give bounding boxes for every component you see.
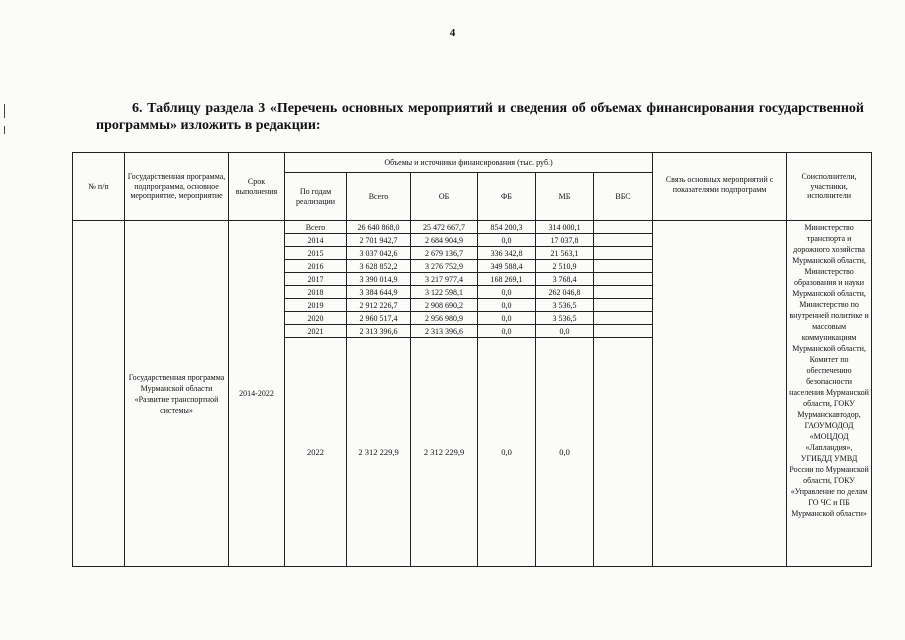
- cell-total: 3 628 852,2: [347, 260, 411, 273]
- cell-ob: 3 217 977,4: [411, 273, 478, 286]
- cell-vbs: [594, 312, 653, 325]
- cell-year: Всего: [285, 221, 347, 234]
- cell-ob: 2 312 229,9: [411, 338, 478, 567]
- cell-vbs: [594, 325, 653, 338]
- cell-fb: 349 588,4: [478, 260, 536, 273]
- header-ob: ОБ: [411, 173, 478, 221]
- cell-year: 2015: [285, 247, 347, 260]
- header-link: Связь основных мероприятий с показателями подпрограмм: [653, 153, 787, 221]
- cell-program-name: Государственная программа Мурманской области «Развитие транспортной системы»: [125, 221, 229, 567]
- cell-year: 2014: [285, 234, 347, 247]
- cell-num: [73, 221, 125, 567]
- cell-fb: 0,0: [478, 299, 536, 312]
- cell-total: 2 960 517,4: [347, 312, 411, 325]
- table-row: [73, 221, 872, 234]
- cell-mb: 3 536,5: [536, 312, 594, 325]
- header-fb: ФБ: [478, 173, 536, 221]
- cell-ob: 3 122 598,1: [411, 286, 478, 299]
- cell-ob: 3 276 752,9: [411, 260, 478, 273]
- cell-mb: 0,0: [536, 338, 594, 567]
- cell-ob: 2 684 904,9: [411, 234, 478, 247]
- cell-vbs: [594, 286, 653, 299]
- header-total: Всего: [347, 173, 411, 221]
- cell-total: 3 390 014,9: [347, 273, 411, 286]
- cell-year: 2019: [285, 299, 347, 312]
- cell-year: 2018: [285, 286, 347, 299]
- cell-year: 2021: [285, 325, 347, 338]
- program-table: [72, 152, 872, 567]
- cell-vbs: [594, 247, 653, 260]
- header-mb: МБ: [536, 173, 594, 221]
- cell-fb: 0,0: [478, 338, 536, 567]
- cell-year: 2022: [285, 338, 347, 567]
- cell-fb: 0,0: [478, 234, 536, 247]
- header-program: Государственная программа, подпрограмма, основное мероприятие, мероприятие: [125, 153, 229, 221]
- cell-fb: 854 200,3: [478, 221, 536, 234]
- cell-mb: 17 037,8: [536, 234, 594, 247]
- cell-fb: 0,0: [478, 286, 536, 299]
- cell-fb: 168 269,1: [478, 273, 536, 286]
- cell-total: 2 313 396,6: [347, 325, 411, 338]
- cell-link: [653, 221, 787, 567]
- cell-mb: 21 563,1: [536, 247, 594, 260]
- page-number: 4: [449, 27, 456, 39]
- cell-mb: 0,0: [536, 325, 594, 338]
- cell-ob: 2 908 690,2: [411, 299, 478, 312]
- cell-ob: 2 313 396,6: [411, 325, 478, 338]
- cell-total: 2 312 229,9: [347, 338, 411, 567]
- cell-ob: 2 956 980,9: [411, 312, 478, 325]
- cell-vbs: [594, 221, 653, 234]
- cell-mb: 2 510,9: [536, 260, 594, 273]
- cell-vbs: [594, 299, 653, 312]
- cell-ob: 25 472 667,7: [411, 221, 478, 234]
- cell-fb: 0,0: [478, 325, 536, 338]
- cell-vbs: [594, 273, 653, 286]
- intro-paragraph: 6. Таблицу раздела 3 «Перечень основных мероприятий и сведения об объемах финансирования государственной программы» изложить в редакции:: [96, 101, 864, 133]
- cell-mb: 262 046,8: [536, 286, 594, 299]
- header-num: № п/п: [73, 153, 125, 221]
- cell-mb: 3 768,4: [536, 273, 594, 286]
- header-funding-group: Объемы и источники финансирования (тыс. руб.): [285, 153, 653, 173]
- cell-total: 26 640 868,0: [347, 221, 411, 234]
- cell-vbs: [594, 338, 653, 567]
- margin-mark: [4, 104, 5, 118]
- cell-mb: 3 536,5: [536, 299, 594, 312]
- cell-vbs: [594, 260, 653, 273]
- cell-total: 2 701 942,7: [347, 234, 411, 247]
- cell-total: 3 384 644,9: [347, 286, 411, 299]
- cell-year: 2020: [285, 312, 347, 325]
- cell-fb: 0,0: [478, 312, 536, 325]
- cell-vbs: [594, 234, 653, 247]
- cell-ob: 2 679 136,7: [411, 247, 478, 260]
- cell-term: 2014-2022: [229, 221, 285, 567]
- cell-mb: 314 000,1: [536, 221, 594, 234]
- cell-coexecutors: Министерство транспорта и дорожного хозяйства Мурманской области, Министерство образования и науки Мурманской области, Министерство по внутренней политике и массовым коммуникациям Мурманской области, Комитет по обеспечению безопасности населения Мурманской области, ГОКУ Мурманскавтодор, ГАОУМОДОД «МОЦДОД «Лапландия», УГИБДД УМВД России по Мурманской области, ГОКУ «Управление по делам ГО ЧС и ПБ Мурманской области»: [787, 221, 872, 567]
- cell-total: 2 912 226,7: [347, 299, 411, 312]
- header-coexecutors: Соисполнители, участники, исполнители: [787, 153, 872, 221]
- header-vbs: ВБС: [594, 173, 653, 221]
- cell-year: 2016: [285, 260, 347, 273]
- header-term: Срок выполнения: [229, 153, 285, 221]
- header-by-years: По годам реализации: [285, 173, 347, 221]
- cell-total: 3 037 042,6: [347, 247, 411, 260]
- cell-fb: 336 342,8: [478, 247, 536, 260]
- cell-year: 2017: [285, 273, 347, 286]
- margin-mark: [4, 126, 5, 134]
